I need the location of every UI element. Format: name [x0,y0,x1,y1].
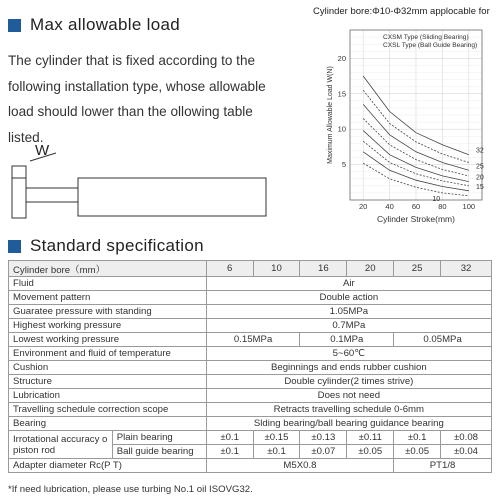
intro-line: load should lower than the ollowing table [8,104,253,119]
row-label: Lubrication [9,389,207,403]
table-row [9,347,492,361]
load-chart [300,18,500,228]
row-value: 5~60℃ [206,347,491,361]
row-value: 0.1MPa [300,333,394,347]
row-value: ±0.05 [394,445,441,459]
table-header-cell: 32 [441,261,492,277]
intro-line: listed. [8,129,44,145]
chart-title: Cylinder bore:Φ10-Φ32mm applocable for [313,6,490,17]
row-value: 1.05MPa [206,305,491,319]
table-row [9,389,492,403]
x-tick-label: 60 [411,202,421,211]
row-label: Fluid [9,277,207,291]
row-label: Movement pattern [9,291,207,305]
row-value: 0.15MPa [206,333,300,347]
y-tick-label: 15 [337,89,346,99]
table-header-label: Cylinder bore（mm） [9,261,207,277]
section-square-icon [8,240,21,253]
row-value: ±0.15 [253,431,300,445]
y-tick-label: 5 [341,160,346,170]
row-label: Highest working pressure [9,319,207,333]
table-row [9,375,492,389]
row-value: PT1/8 [394,459,492,473]
table-header-cell: 10 [253,261,300,277]
x-tick-label: 80 [438,202,447,211]
row-value: ±0.05 [347,445,394,459]
table-row [9,431,492,445]
table-row [9,319,492,333]
table-row [9,361,492,375]
row-label: Environment and fluid of temperature [9,347,207,361]
cylinder-body [78,178,266,216]
row-value: ±0.1 [206,431,253,445]
section-header-max-load [8,15,180,35]
row-label: Guaratee pressure with standing [9,305,207,319]
row-label: Adapter diameter Rc(P T) [9,459,207,473]
row-label: Cushion [9,361,207,375]
row-value: 0.05MPa [394,333,492,347]
row-label: Lowest working pressure [9,333,207,347]
load-block [12,166,26,218]
table-header-cell: 25 [394,261,441,277]
legend-entry: CXSL Type (Ball Guide Bearing) [383,42,478,49]
table-header-cell: 20 [347,261,394,277]
table-row [9,291,492,305]
row-value: Beginnings and ends rubber cushion [206,361,491,375]
row-sublabel: Ball guide bearing [112,445,206,459]
series-end-label: 32 [476,147,484,155]
row-value: Double cylinder(2 times strive) [206,375,491,389]
row-value: ±0.13 [300,431,347,445]
intro-line: following installation type, whose allowable [8,78,266,94]
y-axis-label: Maximum Allowable Load W(N) [327,66,334,164]
row-label: Travelling schedule correction scope [9,403,207,417]
row-label: Bearing [9,417,207,431]
row-value: ±0.11 [347,431,394,445]
table-row [9,417,492,431]
series-end-label: 25 [476,163,484,171]
row-value: ±0.1 [206,445,253,459]
load-label: W [35,142,50,159]
row-value: M5X0.8 [206,459,393,473]
row-value: ±0.08 [441,431,492,445]
x-tick-label: 20 [359,202,368,211]
section-header-spec [8,236,204,256]
intro-text [8,48,290,150]
table-row [9,277,492,291]
row-value: Double action [206,291,491,305]
row-value: Air [206,277,491,291]
cylinder-diagram [8,150,280,222]
row-value: ±0.1 [253,445,300,459]
row-label: Irrotational accuracy o piston rod [9,431,113,459]
y-tick-label: 20 [337,53,346,63]
series-end-label: 10 [432,195,441,203]
table-header-cell: 6 [206,261,253,277]
legend-entry: CXSM Type (Sliding Bearing) [383,34,469,41]
load-leader-line [30,153,56,161]
row-value: ±0.1 [394,431,441,445]
footnote: *If need lubrication, please use turbing No.1 oil ISOVG32. [8,484,253,495]
row-value: Does not need [206,389,491,403]
x-tick-label: 100 [462,202,476,211]
x-axis-label: Cylinder Stroke(mm) [377,214,455,224]
series-end-label: 20 [476,174,484,182]
table-row [9,403,492,417]
row-sublabel: Plain bearing [112,431,206,445]
table-row [9,305,492,319]
table-row [9,261,492,277]
table-row [9,459,492,473]
spec-table [8,260,492,473]
series-end-label: 15 [476,183,484,191]
x-tick-label: 40 [385,202,394,211]
table-row [9,333,492,347]
row-value: ±0.04 [441,445,492,459]
table-header-cell: 16 [300,261,347,277]
intro-line: The cylinder that is fixed according to the [8,53,256,68]
section-title: Max allowable load [30,15,180,34]
section-title: Standard specification [30,236,204,255]
row-value: 0.7MPa [206,319,491,333]
row-value: ±0.07 [300,445,347,459]
row-label: Structure [9,375,207,389]
row-value: Retracts travelling schedule 0-6mm [206,403,491,417]
row-value: Slding bearing/ball bearing guidance bearing [206,417,491,431]
y-tick-label: 10 [337,124,346,134]
section-square-icon [8,19,21,32]
